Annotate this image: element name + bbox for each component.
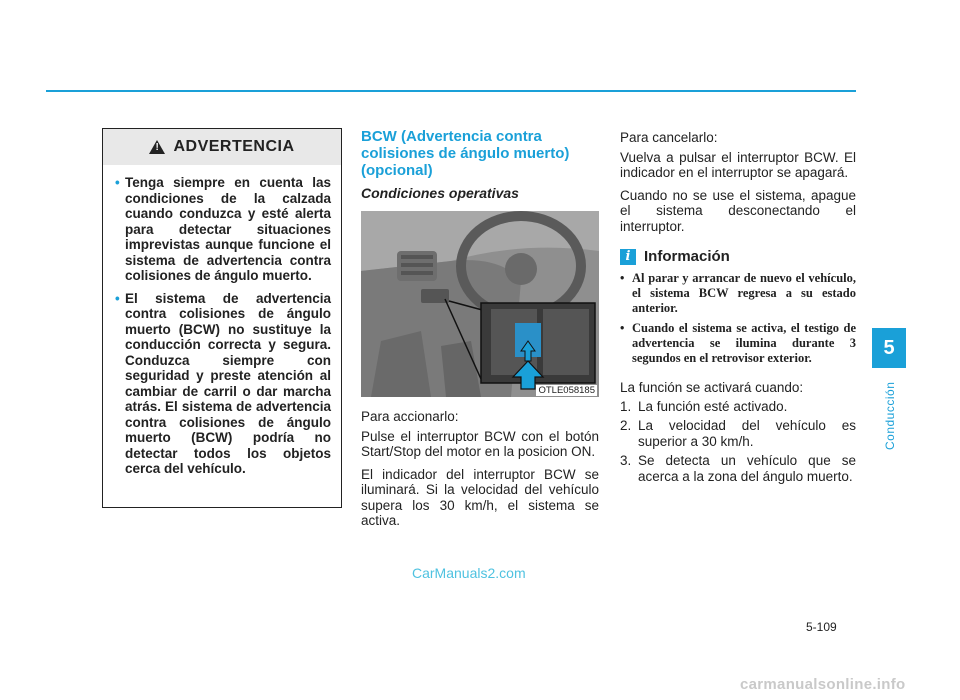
- warning-item: • El sistema de advertencia contra colisiones de ángulo muerto (BCW) no sustituye la conducción correcta y segura. Conduzca siempre con seguridad y preste atención al cambiar de carril o dar marcha atrás. El sistema de advertencia contra colisiones de ángulo muerto (BCW) podría no detectar todos los objetos cerca del vehículo.: [115, 290, 331, 476]
- info-item: • Cuando el sistema se activa, el testigo de advertencia se ilumina durante 3 segundos en el retrovisor exterior.: [620, 321, 856, 365]
- cancel-label: Para cancelarlo:: [620, 130, 718, 145]
- info-header: [620, 248, 856, 265]
- activation-list: [620, 399, 856, 485]
- cancel-paragraph: Vuelva a pulsar el interruptor BCW. El indicador en el interruptor se apagará.: [620, 149, 856, 180]
- list-item: 2. La velocidad del vehículo es superior a 30 km/h.: [620, 418, 856, 449]
- warning-list: [103, 165, 341, 477]
- warning-box: [102, 128, 342, 508]
- bullet-icon: •: [620, 271, 625, 285]
- chapter-tab: 5: [872, 328, 906, 368]
- page-number: 5-109: [806, 620, 837, 634]
- middle-column: [361, 128, 599, 536]
- bullet-icon: •: [115, 175, 120, 190]
- info-item: • Al parar y arrancar de nuevo el vehículo, el sistema BCW regresa a su estado anterior.: [620, 271, 856, 315]
- warning-triangle-icon: [149, 140, 165, 154]
- bullet-icon: •: [115, 290, 120, 306]
- section-title: BCW (Advertencia contra colisiones de ángulo muerto) (opcional): [361, 128, 570, 179]
- list-item: 1. La función esté activado.: [620, 398, 788, 414]
- info-icon: i: [620, 249, 636, 265]
- info-title: Información: [644, 248, 730, 265]
- warning-header: [103, 129, 341, 165]
- bullet-icon: •: [620, 321, 625, 335]
- right-column: [620, 128, 856, 488]
- warning-item: • Tenga siempre en cuenta las condiciones de la calzada cuando conduzca y esté alerta para detectar situaciones imprevistas aunque funcione el sistema de advertencia contra colisiones de ángulo muerto.: [115, 175, 331, 283]
- watermark-footer: carmanualsonline.info: [740, 676, 906, 693]
- section-subtitle: Condiciones operativas: [361, 185, 519, 201]
- activate-paragraph: Pulse el interruptor BCW con el botón Start/Stop del motor en la posicion ON.: [361, 428, 599, 459]
- dashboard-illustration: [361, 211, 599, 397]
- figure-code: OTLE058185: [538, 385, 595, 396]
- activate-label: Para accionarlo:: [361, 409, 459, 424]
- chapter-label: Conducción: [883, 381, 897, 450]
- watermark-link[interactable]: CarManuals2.com: [412, 565, 526, 581]
- activate-paragraph: El indicador del interruptor BCW se iluminará. Si la velocidad del vehículo supera los 30 km/h, el sistema se activa.: [361, 466, 599, 528]
- activation-intro: La función se activará cuando:: [620, 380, 804, 395]
- dashboard-figure: [361, 211, 599, 397]
- list-item: 3. Se detecta un vehículo que se acerca a la zona del ángulo muerto.: [620, 453, 856, 484]
- header-rule: [46, 90, 856, 92]
- cancel-paragraph: Cuando no se use el sistema, apague el sistema desconectando el interruptor.: [620, 187, 856, 234]
- warning-title: ADVERTENCIA: [173, 138, 295, 155]
- info-list: [620, 271, 856, 366]
